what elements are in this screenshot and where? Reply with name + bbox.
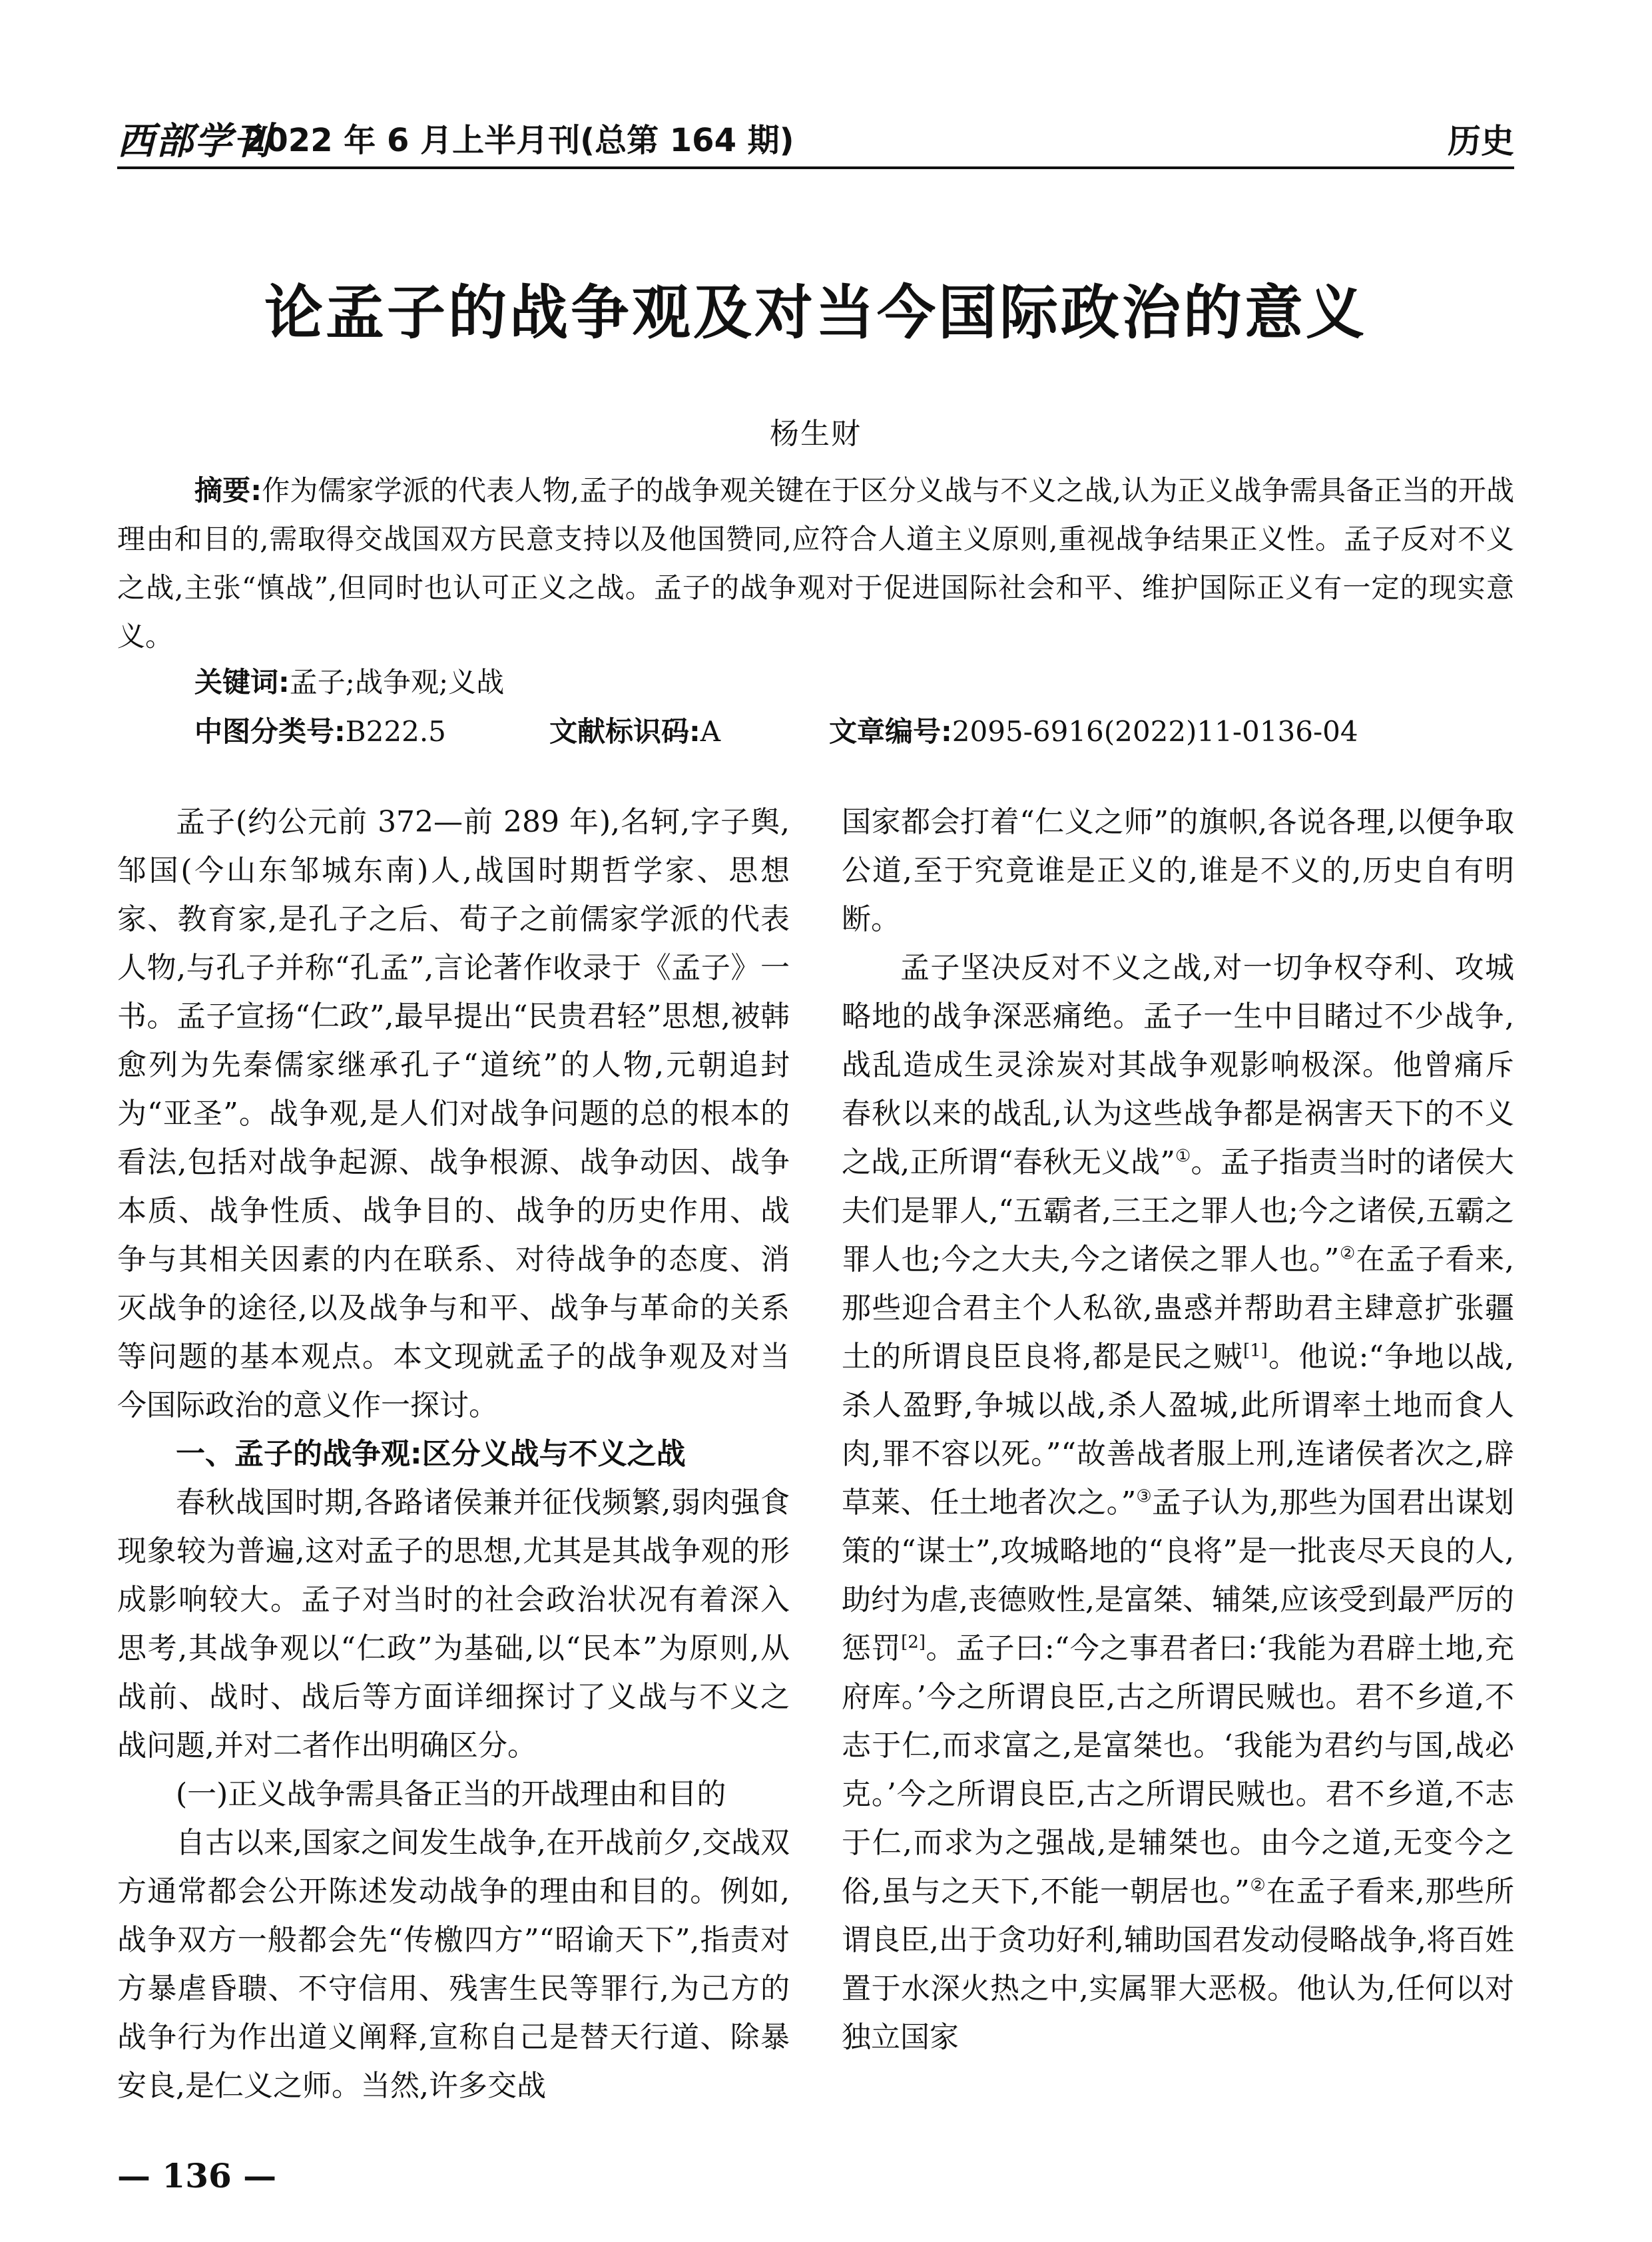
journal-logo: 西部学刊 — [117, 119, 272, 163]
clc-value: B222.5 — [345, 715, 446, 748]
text-run: 。孟子曰:“今之事君者曰:‘我能为君辟土地,充府库。’今之所谓良臣,古之所谓民贼也。君不乡道,不志于仁,而求富之,是富桀也。‘我能为君约与国,战必克。’今之所谓良臣,古之所谓民贼也。君不乡道,不志于仁,而求为之强战,是辅桀也。由今之道,无变今之俗,虽与之天下,不能一朝居也。” — [842, 1631, 1514, 1908]
article-number — [829, 710, 1358, 750]
keywords-value: 孟子;战争观;义战 — [289, 666, 505, 699]
article-title: 论孟子的战争观及对当今国际政治的意义 — [264, 278, 1367, 347]
abstract-label: 摘要: — [194, 474, 262, 507]
right-column — [842, 798, 1514, 2062]
footnote-mark: ② — [1339, 1243, 1356, 1264]
running-header — [117, 112, 1514, 162]
footnote-mark: ③ — [1136, 1486, 1152, 1507]
text-run: 在孟子看来,那些迎合君主个人私欲,蛊惑并帮助君主肆意扩张疆土的所谓良臣良将,都是民之贼 — [842, 1243, 1514, 1374]
section-heading: 一、孟子的战争观:区分义战与不义之战 — [176, 1437, 686, 1471]
text-run: 。孟子指责当时的诸侯大夫们是罪人,“五霸者,三王之罪人也;今之诸侯,五霸之罪人也;今之大夫,今之诸侯之罪人也。” — [842, 1145, 1514, 1276]
page-number: — 136 — — [117, 2156, 277, 2195]
reference-mark: [2] — [901, 1632, 926, 1653]
author-name: 杨生财 — [770, 417, 862, 451]
text-run: 。他说:“争地以战,杀人盈野,争城以战,杀人盈城,此所谓率土地而食人肉,罪不容以死。”“故善战者服上刑,连诸侯者次之,辟草莱、任土地者次之。” — [842, 1340, 1514, 1520]
abstract-text: 作为儒家学派的代表人物,孟子的战争观关键在于区分义战与不义之战,认为正义战争需具备正当的开战理由和目的,需取得交战国双方民意支持以及他国赞同,应符合人道主义原则,重视战争结果正义性。孟子反对不义之战,主张“慎战”,但同时也认可正义之战。孟子的战争观对于促进国际社会和平、维护国际正义有一定的现实意义。 — [117, 474, 1514, 653]
section-label: 历史 — [1448, 122, 1514, 160]
clc-number — [194, 710, 446, 750]
doc-label: 文献标识码: — [549, 715, 700, 748]
body-paragraph: 孟子(约公元前 372—前 289 年),名轲,字子舆,邹国(今山东邹城东南)人,战国时期哲学家、思想家、教育家,是孔子之后、荀子之前儒家学派的代表人物,与孔子并称“孔孟”,言论著作收录于《孟子》一书。孟子宣扬“仁政”,最早提出“民贵君轻”思想,被韩愈列为先秦儒家继承孔子“道统”的人物,元朝追封为“亚圣”。战争观,是人们对战争问题的总的根本的看法,包括对战争起源、战争根源、战争动因、战争本质、战争性质、战争目的、战争的历史作用、战争与其相关因素的内在联系、对待战争的态度、消灭战争的途径,以及战争与和平、战争与革命的关系等问题的基本观点。本文现就孟子的战争观及对当今国际政治的意义作一探讨。 — [117, 805, 790, 1422]
body-paragraph — [842, 944, 1514, 2062]
text-run: 孟子认为,那些为国君出谋划策的“谋士”,攻城略地的“良将”是一批丧尽天良的人,助纣为虐,丧德败性,是富桀、辅桀,应该受到最严厉的惩罚 — [842, 1486, 1515, 1665]
article-label: 文章编号: — [829, 715, 952, 748]
keywords-label: 关键词: — [194, 666, 290, 699]
keywords — [194, 661, 504, 701]
clc-label: 中图分类号: — [194, 715, 346, 748]
text-run: 孟子坚决反对不义之战,对一切争权夺利、攻城略地的战争深恶痛绝。孟子一生中目睹过不少战争,战乱造成生灵涂炭对其战争观影响极深。他曾痛斥春秋以来的战乱,认为这些战争都是祸害天下的不义之战,正所谓“春秋无义战” — [842, 951, 1514, 1179]
subsection-heading: (一)正义战争需具备正当的开战理由和目的 — [176, 1777, 726, 1811]
reference-mark: [1] — [1242, 1340, 1268, 1361]
header-rule — [117, 166, 1514, 169]
text-run: 在孟子看来,那些所谓良臣,出于贪功好利,辅助国君发动侵略战争,将百姓置于水深火热之中,实属罪大恶极。他认为,任何以对独立国家 — [842, 1874, 1515, 2054]
body-paragraph: 国家都会打着“仁义之师”的旗帜,各说各理,以便争取公道,至于究竟谁是正义的,谁是不义的,历史自有明断。 — [842, 805, 1514, 936]
abstract — [117, 466, 1514, 661]
issue-info: 2022 年 6 月上半月刊(总第 164 期) — [244, 122, 794, 159]
body-paragraph: 春秋战国时期,各路诸侯兼并征伐频繁,弱肉强食现象较为普遍,这对孟子的思想,尤其是其战争观的形成影响较大。孟子对当时的社会政治状况有着深入思考,其战争观以“仁政”为基础,以“民本”为原则,从战前、战时、战后等方面详细探讨了义战与不义之战问题,并对二者作出明确区分。 — [117, 1486, 790, 1763]
footnote-mark: ① — [1175, 1146, 1191, 1167]
doc-value: A — [700, 715, 721, 748]
article-value: 2095-6916(2022)11-0136-04 — [952, 715, 1358, 748]
footnote-mark: ② — [1249, 1875, 1266, 1896]
left-column — [117, 798, 790, 2110]
document-code — [549, 710, 720, 750]
body-paragraph: 自古以来,国家之间发生战争,在开战前夕,交战双方通常都会公开陈述发动战争的理由和目的。例如,战争双方一般都会先“传檄四方”“昭谕天下”,指责对方暴虐昏聩、不守信用、残害生民等罪行,为己方的战争行为作出道义阐释,宣称自己是替天行道、除暴安良,是仁义之师。当然,许多交战 — [117, 1826, 790, 2103]
